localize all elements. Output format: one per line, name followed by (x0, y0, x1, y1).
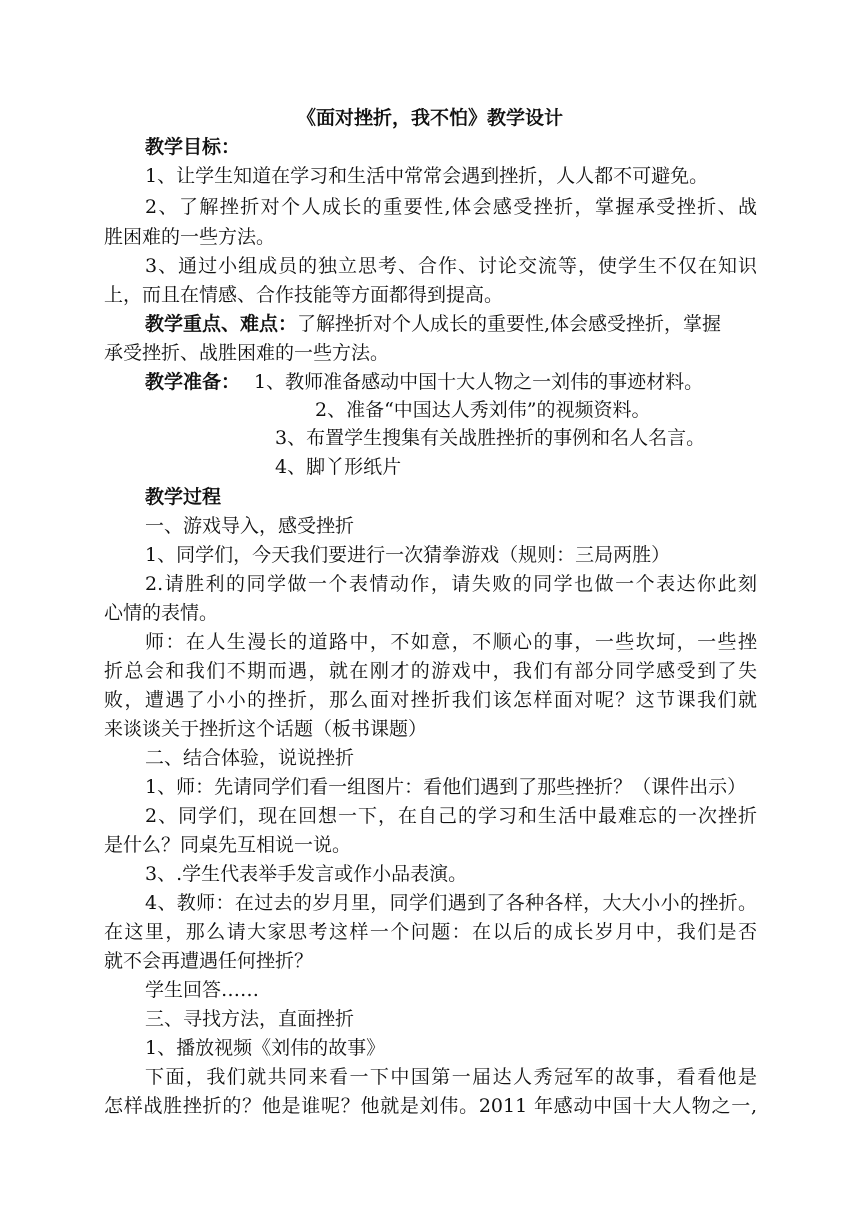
goals-heading: 教学目标： (145, 136, 241, 158)
key-points-line-1 (145, 311, 721, 337)
goal-3-line-1: 3、通过小组成员的独立思考、合作、讨论交流等，使学生不仅在知识 (145, 255, 757, 277)
section-1-para-3-line-2: 折总会和我们不期而遇，就在刚才的游戏中，我们有部分同学感受到了失 (104, 660, 757, 682)
section-1-para-1: 1、同学们，今天我们要进行一次猜拳游戏（规则：三局两胜） (145, 544, 671, 566)
section-2-para-4-line-2: 在这里，那么请大家思考这样一个问题：在以后的成长岁月中，我们是否 (104, 921, 757, 943)
section-3-para-2-line-1: 下面，我们就共同来看一下中国第一届达人秀冠军的故事，看看他是 (145, 1066, 757, 1088)
section-2-para-2-line-2: 是什么？同桌先互相说一说。 (104, 834, 352, 856)
section-1-para-3-line-4: 来谈谈关于挫折这个话题（板书课题） (104, 718, 428, 740)
prep-item-3: 3、布置学生搜集有关战胜挫折的事例和名人名言。 (275, 427, 706, 449)
section-3-para-1: 1、播放视频《刘伟的故事》 (145, 1037, 386, 1059)
prep-heading: 教学准备： (145, 371, 241, 393)
section-2-para-4-line-1: 4、教师：在过去的岁月里，同学们遇到了各种各样，大大小小的挫折。 (145, 892, 757, 914)
section-2-para-2-line-1: 2、同学们，现在回想一下，在自己的学习和生活中最难忘的一次挫折 (145, 805, 757, 827)
prep-item-4: 4、脚丫形纸片 (275, 456, 402, 478)
section-3-heading: 三、寻找方法，直面挫折 (145, 1008, 355, 1030)
key-points-heading: 教学重点、难点： (145, 313, 298, 335)
prep-line-1 (145, 369, 703, 395)
prep-item-1: 1、教师准备感动中国十大人物之一刘伟的事迹材料。 (248, 371, 704, 393)
key-points-line-2: 承受挫折、战胜困难的一些方法。 (104, 342, 390, 364)
process-heading: 教学过程 (145, 486, 222, 508)
goal-1: 1、让学生知道在学习和生活中常常会遇到挫折，人人都不可避免。 (145, 165, 709, 187)
section-2-para-5: 学生回答…… (145, 979, 260, 1001)
section-2-para-4-line-3: 就不会再遭遇任何挫折？ (104, 950, 314, 972)
section-2-para-3: 3、.学生代表举手发言或作小品表演。 (145, 863, 468, 885)
section-1-para-3-line-1: 师：在人生漫长的道路中，不如意，不顺心的事，一些坎坷，一些挫 (145, 631, 757, 653)
section-2-para-1: 1、师：先请同学们看一组图片：看他们遇到了那些挫折？（课件出示） (145, 776, 747, 798)
document-title: 《面对挫折，我不怕》教学设计 (296, 107, 563, 129)
goal-3-line-2: 上，而且在情感、合作技能等方面都得到提高。 (104, 284, 504, 306)
section-3-para-2-line-2: 怎样战胜挫折的？他是谁呢？他就是刘伟。2011 年感动中国十大人物之一, (104, 1095, 757, 1117)
section-2-heading: 二、结合体验，说说挫折 (145, 747, 355, 769)
section-1-para-2-line-2: 心情的表情。 (104, 602, 219, 624)
section-1-para-3-line-3: 败，遭遇了小小的挫折，那么面对挫折我们该怎样面对呢？这节课我们就 (104, 689, 757, 711)
section-1-heading: 一、游戏导入，感受挫折 (145, 515, 355, 537)
goal-2-line-1: 2、了解挫折对个人成长的重要性,体会感受挫折，掌握承受挫折、战 (145, 196, 757, 218)
goal-2-line-2: 胜困难的一些方法。 (104, 226, 276, 248)
key-points-text: 了解挫折对个人成长的重要性,体会感受挫折，掌握 (297, 313, 722, 335)
section-1-para-2-line-1: 2.请胜利的同学做一个表情动作，请失败的同学也做一个表达你此刻 (145, 573, 757, 595)
prep-item-2: 2、准备“中国达人秀刘伟”的视频资料。 (315, 399, 651, 421)
